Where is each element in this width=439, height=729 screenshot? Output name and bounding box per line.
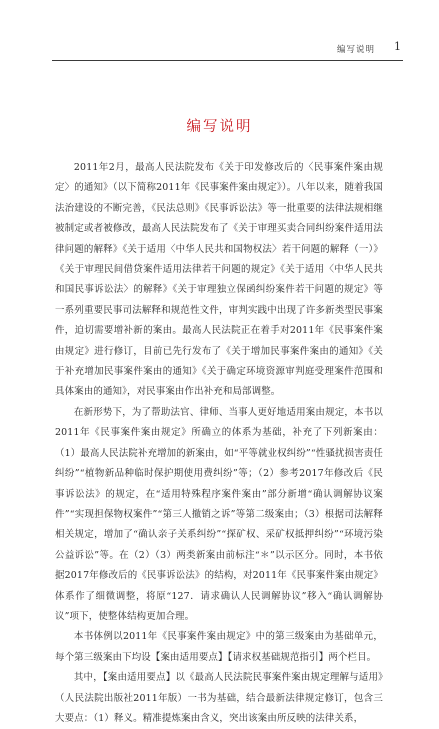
page-title: 编写说明 (186, 119, 253, 135)
page-number: 1 (394, 40, 401, 53)
running-title: 编写说明 (336, 45, 375, 55)
body-text (55, 158, 383, 729)
paragraph: 本书体例以2011年《民事案件案由规定》中的第三级案由为基础单元，每个第三级案由下均设【案由适用要点】【请求权基础规范指引】两个栏目。 (55, 631, 383, 663)
paragraph: 2011年2月，最高人民法院发布《关于印发修改后的〈民事案件案由规定〉的通知》（以下简称2011年《民事案件案由规定》）。八年以来，随着我国法治建设的不断完善，《民法总则》《民事诉讼法》等一批重要的法律法规相继被制定或者被修改，最高人民法院发布了《关于审理买卖合同纠纷案件适用法律问题的解释》《关于适用〈中华人民共和国物权法〉若干问题的解释（一）》《关于审理民间借贷案件适用法律若干问题的规定》《关于适用〈中华人民共和国民事诉讼法〉的解释》《关于审理独立保函纠纷案件若干问题的规定》等一系列重要民事司法解释和规范性文件，审判实践中出现了许多新类型民事案件，迫切需要增补新的案由。最高人民法院正在着手对2011年《民事案件案由规定》进行修订，目前已先行发布了《关于增加民事案件案由的通知》《关于补充增加民事案件案由的通知》《关于确定环境资源审判庭受理案件范围和具体案由的通知》，对民事案由作出补充和局部调整。 (55, 162, 383, 398)
paragraph: 在新形势下，为了帮助法官、律师、当事人更好地适用案由规定，本书以2011年《民事案件案由规定》所确立的体系为基础，补充了下列新案由：（1）最高人民法院补充增加的新案由，如“平等就业权纠纷”“性骚扰损害责任纠纷”“植物新品种临时保护期使用费纠纷”等；（2）参考2017年修改后《民事诉讼法》的规定，在“适用特殊程序案件案由”部分新增“确认调解协议案件”“实现担保物权案件”“第三人撤销之诉”等第二级案由；（3）根据司法解释相关规定，增加了“确认亲子关系纠纷”“探矿权、采矿权抵押纠纷”“环境污染公益诉讼”等。在（2）（3）两类新案由前标注“＊”以示区分。同时，本书依据2017年修改后的《民事诉讼法》的结构，对2011年《民事案件案由规定》体系作了细微调整，将原“127．请求确认人民调解协议”移入“确认调解协议”项下，使整体结构更加合理。 (55, 406, 383, 622)
paragraph: 其中，【案由适用要点】以《最高人民法院民事案件案由规定理解与适用》（人民法院出版社2011年版）一书为基础，结合最新法律规定修订，包含三大要点：（1）释义。精准提炼案由含义，突出该案由所反映的法律关系， (55, 672, 383, 724)
page-header (52, 36, 403, 61)
